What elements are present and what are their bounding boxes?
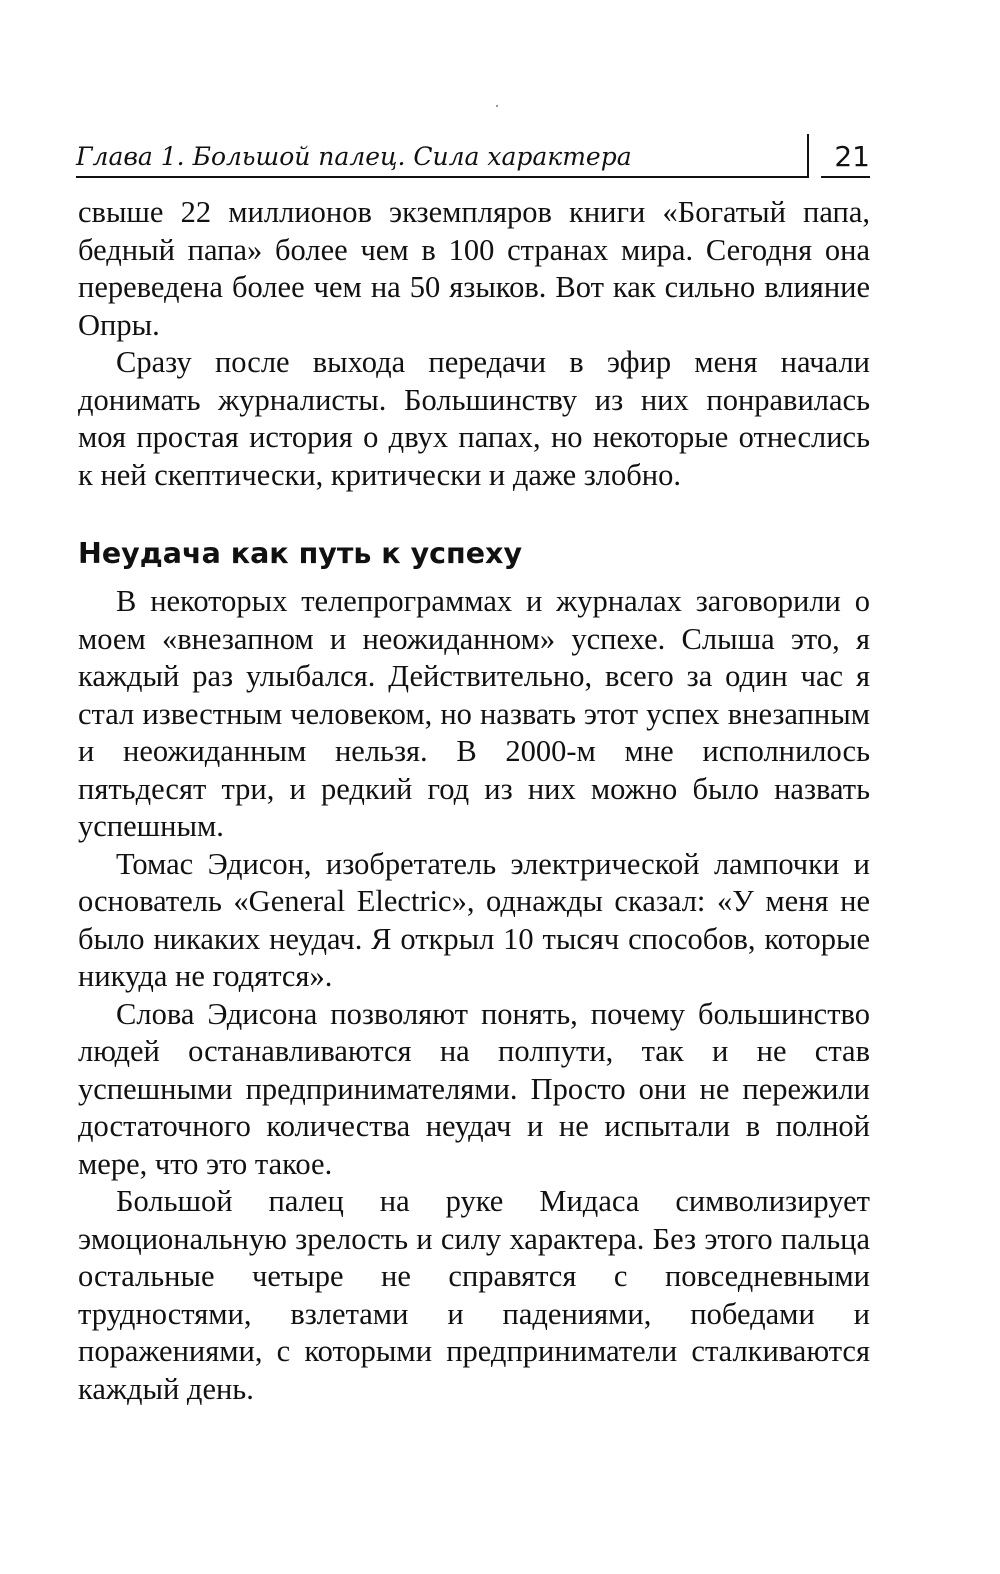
paragraph-1: свыше 22 миллионов экземпляров книги «Богатый папа, бедный папа» более чем в 100 странах мира. Сегодня она переведена более чем на 50 языков. Вот как сильно влияние Опры. [78, 195, 870, 342]
running-head: Глава 1. Большой палец. Сила характера [76, 142, 632, 171]
paragraph-4: Томас Эдисон, изобретатель электрической лампочки и основатель «General Electric», однажды сказал: «У меня не было никаких неудач. Я открыл 10 тысяч способов, которые никуда не годятся». [78, 846, 870, 993]
page-header [76, 128, 870, 180]
header-rule [76, 176, 809, 178]
page-number: 21 [834, 140, 870, 173]
paragraph-5: Слова Эдисона позволяют понять, почему большинство людей останавливаются на полпути, так и не став успешными предпринимателями. Просто они не пережили достаточного количества неудач и не испытали в полной мере, что это такое. [78, 996, 870, 1181]
header-divider [807, 134, 809, 178]
page-number-rule [821, 176, 870, 178]
section-heading: Неудача как путь к успеху [78, 537, 523, 570]
paragraph-3: В некоторых телепрограммах и журналах заговорили о моем «внезапном и неожиданном» успехе. Слыша это, я каждый раз улыбался. Действительно, всего за один час я стал известным человеком, но назвать этот успех внезапным и неожиданным нельзя. В 2000-м мне исполнилось пятьдесят три, и редкий год из них можно было назвать успешным. [78, 584, 870, 843]
scan-speck [496, 105, 498, 107]
page-body [78, 194, 870, 1408]
paragraph-2: Сразу после выхода передачи в эфир меня начали донимать журналисты. Большинству из них понравилась моя простая история о двух папах, но некоторые отнеслись к ней скептически, критически и даже злобно. [78, 345, 870, 492]
paragraph-6: Большой палец на руке Мидаса символизирует эмоциональную зрелость и силу характера. Без этого пальца остальные четыре не справятся с повседневными трудностями, взлетами и падениями, победами и поражениями, с которыми предприниматели сталкиваются каждый день. [78, 1184, 870, 1406]
